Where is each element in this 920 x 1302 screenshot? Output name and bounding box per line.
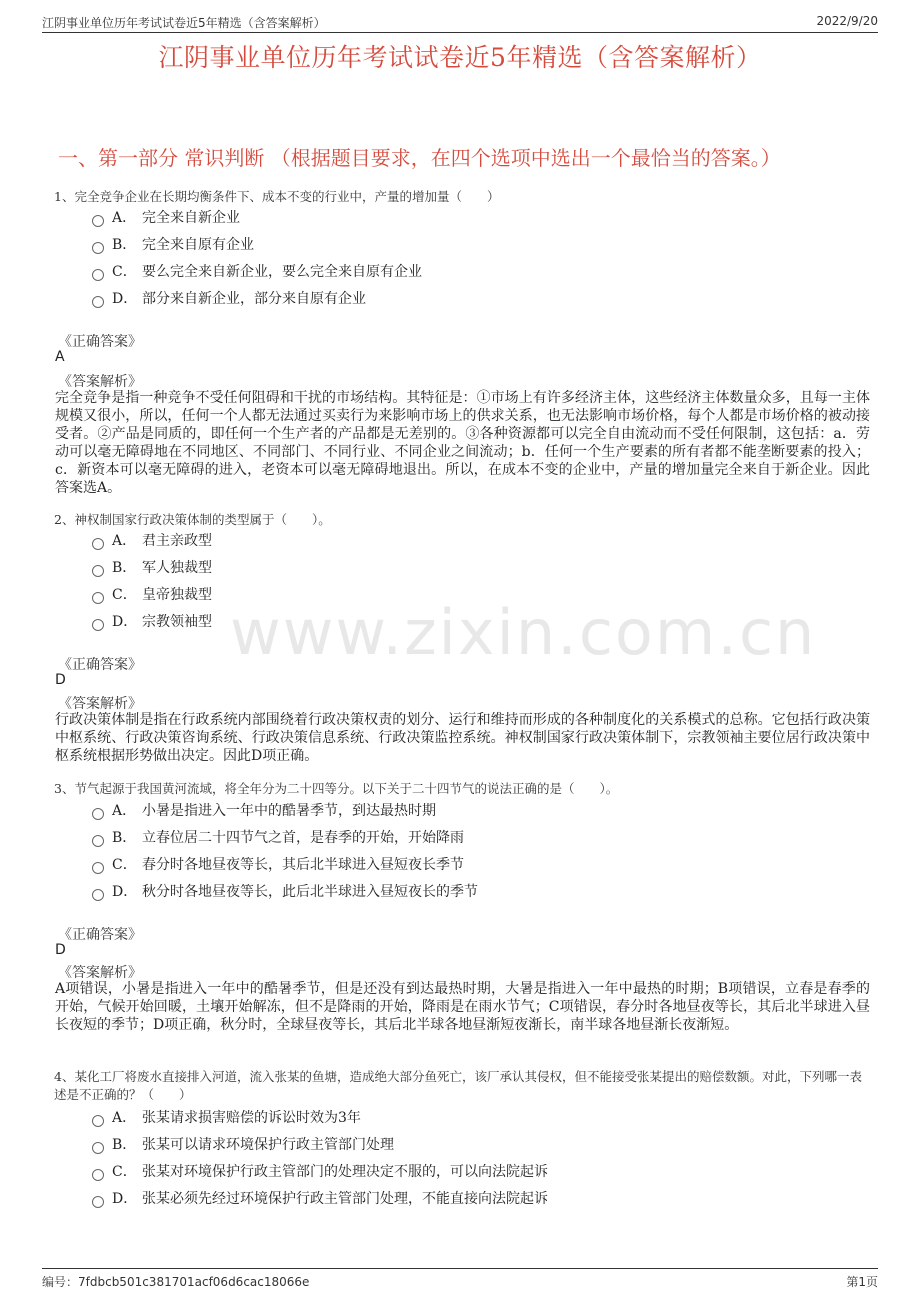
question-stem-1: 1、完全竞争企业在长期均衡条件下、成本不变的行业中，产量的增加量（ ） (54, 189, 500, 204)
radio-icon[interactable] (92, 269, 104, 281)
radio-icon[interactable] (92, 1169, 104, 1181)
option-3d[interactable] (92, 882, 478, 902)
option-3c[interactable] (92, 855, 464, 875)
radio-icon[interactable] (92, 1142, 104, 1154)
option-1a[interactable] (92, 208, 240, 228)
radio-icon[interactable] (92, 538, 104, 550)
header-date: 2022/9/20 (816, 14, 878, 28)
option-text: 张某请求损害赔偿的诉讼时效为3年 (142, 1110, 361, 1126)
footer-code: 编号：7fdbcb501c381701acf06d6cac18066e (42, 1275, 310, 1289)
option-text: 立春位居二十四节气之首，是春季的开始，开始降雨 (142, 830, 464, 846)
question-stem-3: 3、节气起源于我国黄河流域，将全年分为二十四等分。以下关于二十四节气的说法正确的是（ ）。 (54, 781, 619, 796)
option-text: 张某可以请求环境保护行政主管部门处理 (142, 1137, 394, 1153)
option-2b[interactable] (92, 558, 212, 578)
option-letter: A． (112, 533, 137, 549)
option-text: 部分来自新企业，部分来自原有企业 (142, 291, 366, 307)
radio-icon[interactable] (92, 619, 104, 631)
section-title: 一、第一部分 常识判断 （根据题目要求，在四个选项中选出一个最恰当的答案。） (58, 146, 781, 170)
option-4b[interactable] (92, 1135, 394, 1155)
option-letter: B． (112, 560, 137, 576)
option-letter: B． (112, 237, 137, 253)
option-2d[interactable] (92, 612, 212, 632)
radio-icon[interactable] (92, 889, 104, 901)
document-title: 江阴事业单位历年考试试卷近5年精选（含答案解析） (158, 43, 762, 72)
option-text: 皇帝独裁型 (142, 587, 212, 603)
option-letter: C． (112, 857, 137, 873)
option-letter: C． (112, 1164, 137, 1180)
option-letter: A． (112, 210, 137, 226)
analysis-text-3: A项错误，小暑是指进入一年中的酷暑季节，但是还没有到达最热时期，大暑是指进入一年中最热的时期；B项错误，立春是春季的开始，气候开始回暖，土壤开始解冻，但不是降雨的开始，降雨是在雨水节气；C项错误，春分时各地昼夜等长，其后北半球进入昼长夜短的季节；D项正确，秋分时，全球昼夜等长，其后北半球各地昼渐短夜渐长，南半球各地昼渐长夜渐短。 (55, 981, 870, 1033)
option-letter: D． (112, 291, 138, 307)
option-text: 宗教领袖型 (142, 614, 212, 630)
radio-icon[interactable] (92, 1115, 104, 1127)
answer-label-3: 《正确答案》 (58, 927, 142, 943)
analysis-label-1: 《答案解析》 (58, 374, 142, 390)
option-text: 军人独裁型 (142, 560, 212, 576)
option-text: 完全来自原有企业 (142, 237, 254, 253)
radio-icon[interactable] (92, 835, 104, 847)
option-1c[interactable] (92, 262, 422, 282)
radio-icon[interactable] (92, 808, 104, 820)
answer-label-2: 《正确答案》 (58, 657, 142, 673)
option-letter: A． (112, 803, 137, 819)
answer-label-1: 《正确答案》 (58, 334, 142, 350)
option-1b[interactable] (92, 235, 254, 255)
option-4c[interactable] (92, 1162, 548, 1182)
option-letter: D． (112, 614, 138, 630)
option-3b[interactable] (92, 828, 464, 848)
option-text: 秋分时各地昼夜等长，此后北半球进入昼短夜长的季节 (142, 884, 478, 900)
analysis-text-2: 行政决策体制是指在行政系统内部围绕着行政决策权责的划分、运行和维持而形成的各种制度化的关系模式的总称。它包括行政决策中枢系统、行政决策咨询系统、行政决策信息系统、行政决策监控系统。神权制国家行政决策体制下，宗教领袖主要位居行政决策中枢系统根据形势做出决定。因此D项正确。 (55, 712, 870, 764)
answer-value-3: D (55, 942, 66, 958)
option-letter: B． (112, 1137, 137, 1153)
radio-icon[interactable] (92, 296, 104, 308)
radio-icon[interactable] (92, 565, 104, 577)
watermark: www.zixin.com.cn (230, 596, 817, 669)
question-stem-4: 4、某化工厂将废水直接排入河道，流入张某的鱼塘，造成绝大部分鱼死亡，该厂承认其侵权，但不能接受张某提出的赔偿数额。对此，下列哪一表述是不正确的？（ ） (54, 1069, 862, 1102)
radio-icon[interactable] (92, 862, 104, 874)
analysis-text-1: 完全竞争是指一种竞争不受任何阻碍和干扰的市场结构。其特征是：①市场上有许多经济主体，这些经济主体数量众多，且每一主体规模又很小，所以，任何一个人都无法通过买卖行为来影响市场上的供求关系，也无法影响市场价格，每个人都是市场价格的被动接受者。②产品是同质的，即任何一个生产者的产品都是无差别的。③各种资源都可以完全自由流动而不受任何限制，这包括：a．劳动可以毫无障碍地在不同地区、不同部门、不同行业、不同企业之间流动；b．任何一个生产要素的所有者都不能垄断要素的投入；c．新资本可以毫无障碍的进入，老资本可以毫无障碍地退出。所以，在成本不变的企业中，产量的增加量完全来自于新企业。因此答案选A。 (55, 390, 870, 496)
option-letter: C． (112, 264, 137, 280)
option-text: 完全来自新企业 (142, 210, 240, 226)
option-text: 张某对环境保护行政主管部门的处理决定不服的，可以向法院起诉 (142, 1164, 548, 1180)
option-text: 小暑是指进入一年中的酷暑季节，到达最热时期 (142, 803, 436, 819)
option-letter: D． (112, 884, 138, 900)
question-stem-2: 2、神权制国家行政决策体制的类型属于（ ）。 (54, 512, 331, 527)
option-text: 张某必须先经过环境保护行政主管部门处理，不能直接向法院起诉 (142, 1191, 548, 1207)
page-footer (42, 1268, 878, 1289)
option-3a[interactable] (92, 801, 436, 821)
option-letter: D． (112, 1191, 138, 1207)
radio-icon[interactable] (92, 242, 104, 254)
radio-icon[interactable] (92, 1196, 104, 1208)
header-doc-name: 江阴事业单位历年考试试卷近5年精选（含答案解析） (42, 16, 326, 30)
analysis-label-2: 《答案解析》 (58, 696, 142, 712)
option-text: 春分时各地昼夜等长，其后北半球进入昼短夜长季节 (142, 857, 464, 873)
option-letter: A． (112, 1110, 137, 1126)
option-text: 要么完全来自新企业，要么完全来自原有企业 (142, 264, 422, 280)
option-4d[interactable] (92, 1189, 548, 1209)
radio-icon[interactable] (92, 215, 104, 227)
footer-page: 第1页 (846, 1275, 878, 1289)
answer-value-2: D (55, 672, 66, 688)
option-2a[interactable] (92, 531, 212, 551)
option-4a[interactable] (92, 1108, 361, 1128)
radio-icon[interactable] (92, 592, 104, 604)
analysis-label-3: 《答案解析》 (58, 965, 142, 981)
option-1d[interactable] (92, 289, 366, 309)
page-header (42, 12, 878, 33)
option-text: 君主亲政型 (142, 533, 212, 549)
answer-value-1: A (55, 349, 65, 365)
option-2c[interactable] (92, 585, 212, 605)
option-letter: C． (112, 587, 137, 603)
option-letter: B． (112, 830, 137, 846)
